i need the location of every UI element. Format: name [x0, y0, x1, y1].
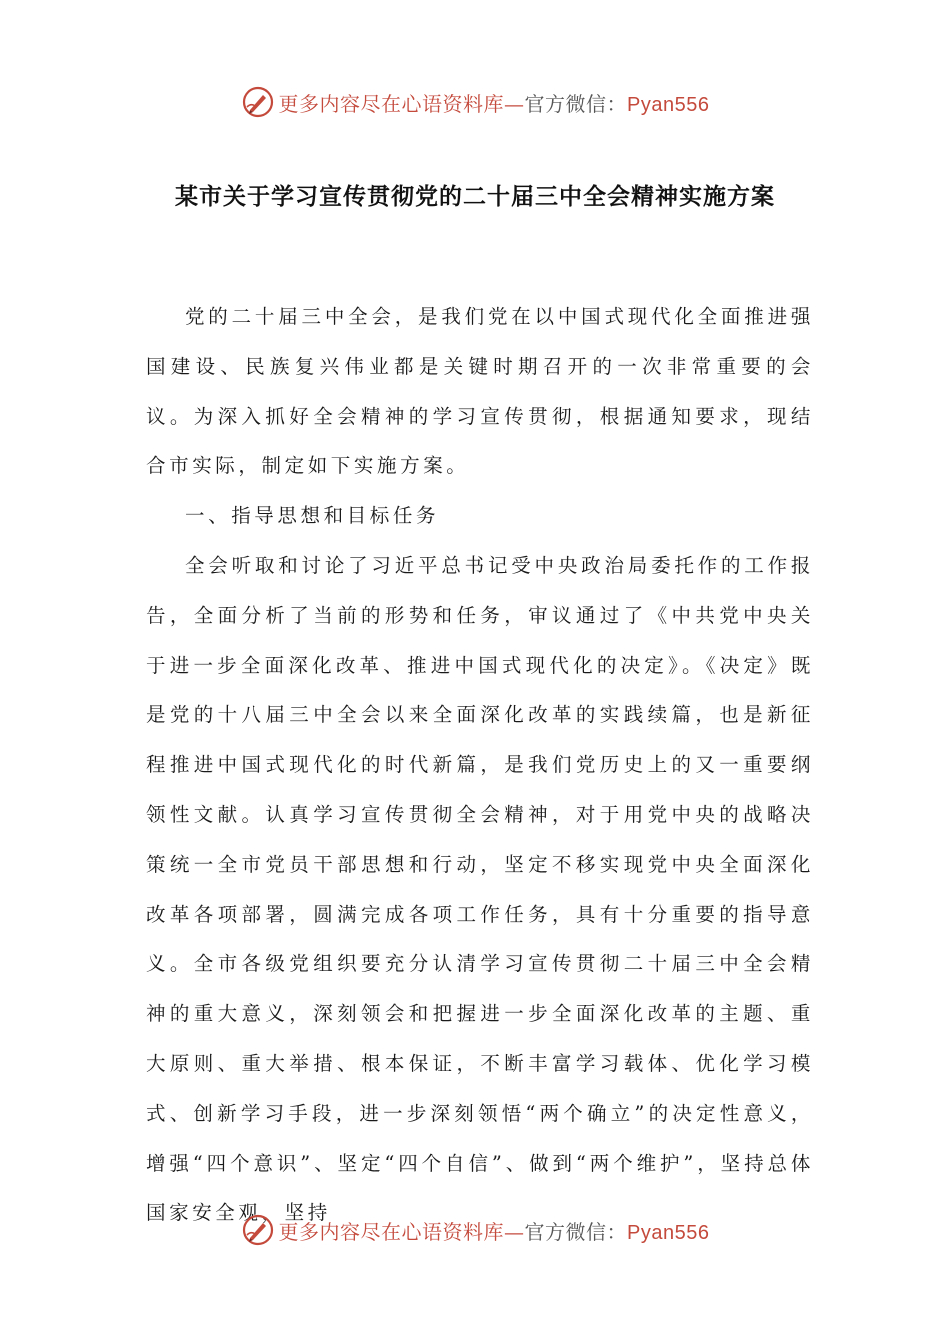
- document-body: [146, 292, 814, 1238]
- watermark-banner-bottom: [0, 1210, 950, 1250]
- section-heading: 一、指导思想和目标任务: [185, 504, 440, 528]
- watermark-text: 更多内容尽在心语资料库—官方微信：Pyan556: [278, 1219, 710, 1244]
- paragraph-body: 全会听取和讨论了习近平总书记受中央政治局委托作的工作报告，全面分析了当前的形势和任务，审议通过了《中共党中央关于进一步全面深化改革、推进中国式现代化的决定》。《决定》既是党的十八届三中全会以来全面深化改革的实践续篇，也是新征程推进中国式现代化的时代新篇，是我们党历史上的又一重要纲领性文献。认真学习宣传贯彻全会精神，对于用党中央的战略决策统一全市党员干部思想和行动，坚定不移实现党中央全面深化改革各项部署，圆满完成各项工作任务，具有十分重要的指导意义。全市各级党组织要充分认清学习宣传贯彻二十届三中全会精神的重大意义，深刻领会和把握进一步全面深化改革的主题、重大原则、重大举措、根本保证，不断丰富学习载体、优化学习模式、创新学习手段，进一步深刻领悟“两个确立”的决定性意义，增强“四个意识”、坚定“四个自信”、做到“两个维护”，坚持总体国家安全观，坚持: [146, 553, 814, 1225]
- document-title: 某市关于学习宣传贯彻党的二十届三中全会精神实施方案: [175, 183, 775, 210]
- paragraph-intro: 党的二十届三中全会，是我们党在以中国式现代化全面推进强国建设、民族复兴伟业都是关键时期召开的一次非常重要的会议。为深入抓好全会精神的学习宣传贯彻，根据通知要求，现结合市实际，制定如下实施方案。: [146, 305, 814, 478]
- pen-logo-icon: [241, 1213, 275, 1247]
- pen-logo-icon: [241, 85, 275, 119]
- watermark-banner-top: [0, 82, 950, 122]
- watermark-text: 更多内容尽在心语资料库—官方微信：Pyan556: [278, 91, 710, 116]
